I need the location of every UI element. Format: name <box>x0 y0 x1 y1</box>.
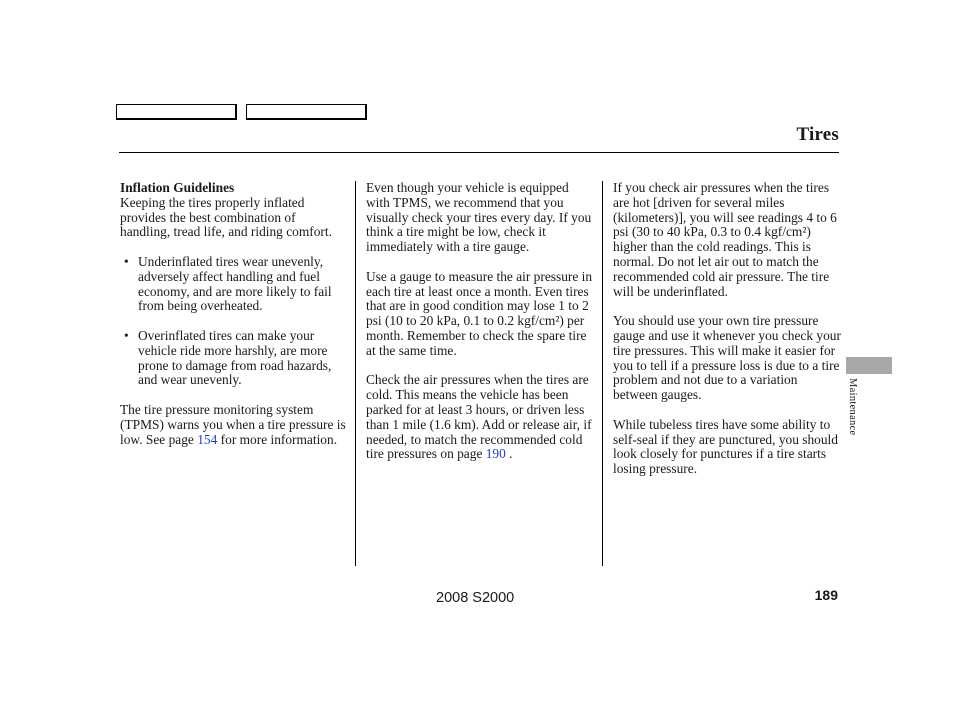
title-rule <box>119 152 839 153</box>
cold-check-paragraph <box>366 373 594 462</box>
page-number: 189 <box>814 587 838 603</box>
section-heading: Inflation Guidelines <box>120 180 235 195</box>
footer-model: 2008 S2000 <box>436 590 515 606</box>
page-link-190[interactable]: 190 <box>485 446 506 462</box>
bullet-text: Overinflated tires can make your vehicle ride more harshly, are more prone to damage from road hazards, and wear unevenly. <box>138 327 332 388</box>
bullet-icon: • <box>124 253 129 269</box>
paragraph: Even though your vehicle is equipped with TPMS, we recommend that you visually check your tires every day. If you think a tire might be low, check it immediately with a tire gauge. <box>366 180 592 255</box>
bullet-text: Underinflated tires wear unevenly, adversely affect handling and fuel economy, and are more likely to fail from being overheated. <box>138 253 332 314</box>
column-3 <box>613 181 841 492</box>
bullet-item <box>124 255 348 314</box>
tpms-text-end: for more information. <box>217 431 338 447</box>
intro-text: Keeping the tires properly inflated provides the best combination of handling, tread life, and riding comfort. <box>120 194 332 240</box>
column-2 <box>366 181 594 477</box>
tpms-text: The tire pressure monitoring system (TPMS) warns you when a tire pressure is low. See page <box>120 401 346 447</box>
tpms-paragraph <box>120 403 348 447</box>
paragraph: Use a gauge to measure the air pressure in each tire at least once a month. Even tires that are in good condition may lose 1 to 2 psi (10 to 20 kPa, 0.1 to 0.2 kgf/cm²) per month. Remember to check the spare tire at the same time. <box>366 268 593 358</box>
nav-button-next[interactable] <box>246 104 367 120</box>
column-divider-2 <box>602 181 603 566</box>
section-tab[interactable] <box>846 357 892 374</box>
paragraph: You should use your own tire pressure gauge and use it whenever you check your tire pressures. This will make it easier for you to tell if a pressure loss is due to a tire problem and not due to a variation between gauges. <box>613 313 841 403</box>
intro-paragraph <box>120 181 348 240</box>
bullet-item <box>124 329 348 388</box>
section-tab-label: Maintenance <box>847 378 858 436</box>
bullet-icon: • <box>124 327 129 343</box>
nav-button-previous[interactable] <box>116 104 237 120</box>
paragraph: While tubeless tires have some ability to self-seal if they are punctured, you should look closely for punctures if a tire starts losing pressure. <box>613 416 838 477</box>
column-1 <box>120 181 348 462</box>
cold-check-text: Check the air pressures when the tires are cold. This means the vehicle has been parked for at least 3 hours, or driven less than 1 mile (1.6 km). Add or release air, if needed, to match the recommended cold tire pressures on page <box>366 372 592 462</box>
cold-check-text-end: . <box>505 446 513 462</box>
paragraph: If you check air pressures when the tires are hot [driven for several miles (kilometers)], you will see readings 4 to 6 psi (30 to 40 kPa, 0.3 to 0.4 kgf/cm²) higher than the cold readings. This is normal. Do not let air out to match the recommended cold air pressure. The tire will be underinflated. <box>613 180 837 299</box>
column-divider-1 <box>355 181 356 566</box>
page-link-154[interactable]: 154 <box>197 431 218 447</box>
page-title: Tires <box>796 124 839 145</box>
